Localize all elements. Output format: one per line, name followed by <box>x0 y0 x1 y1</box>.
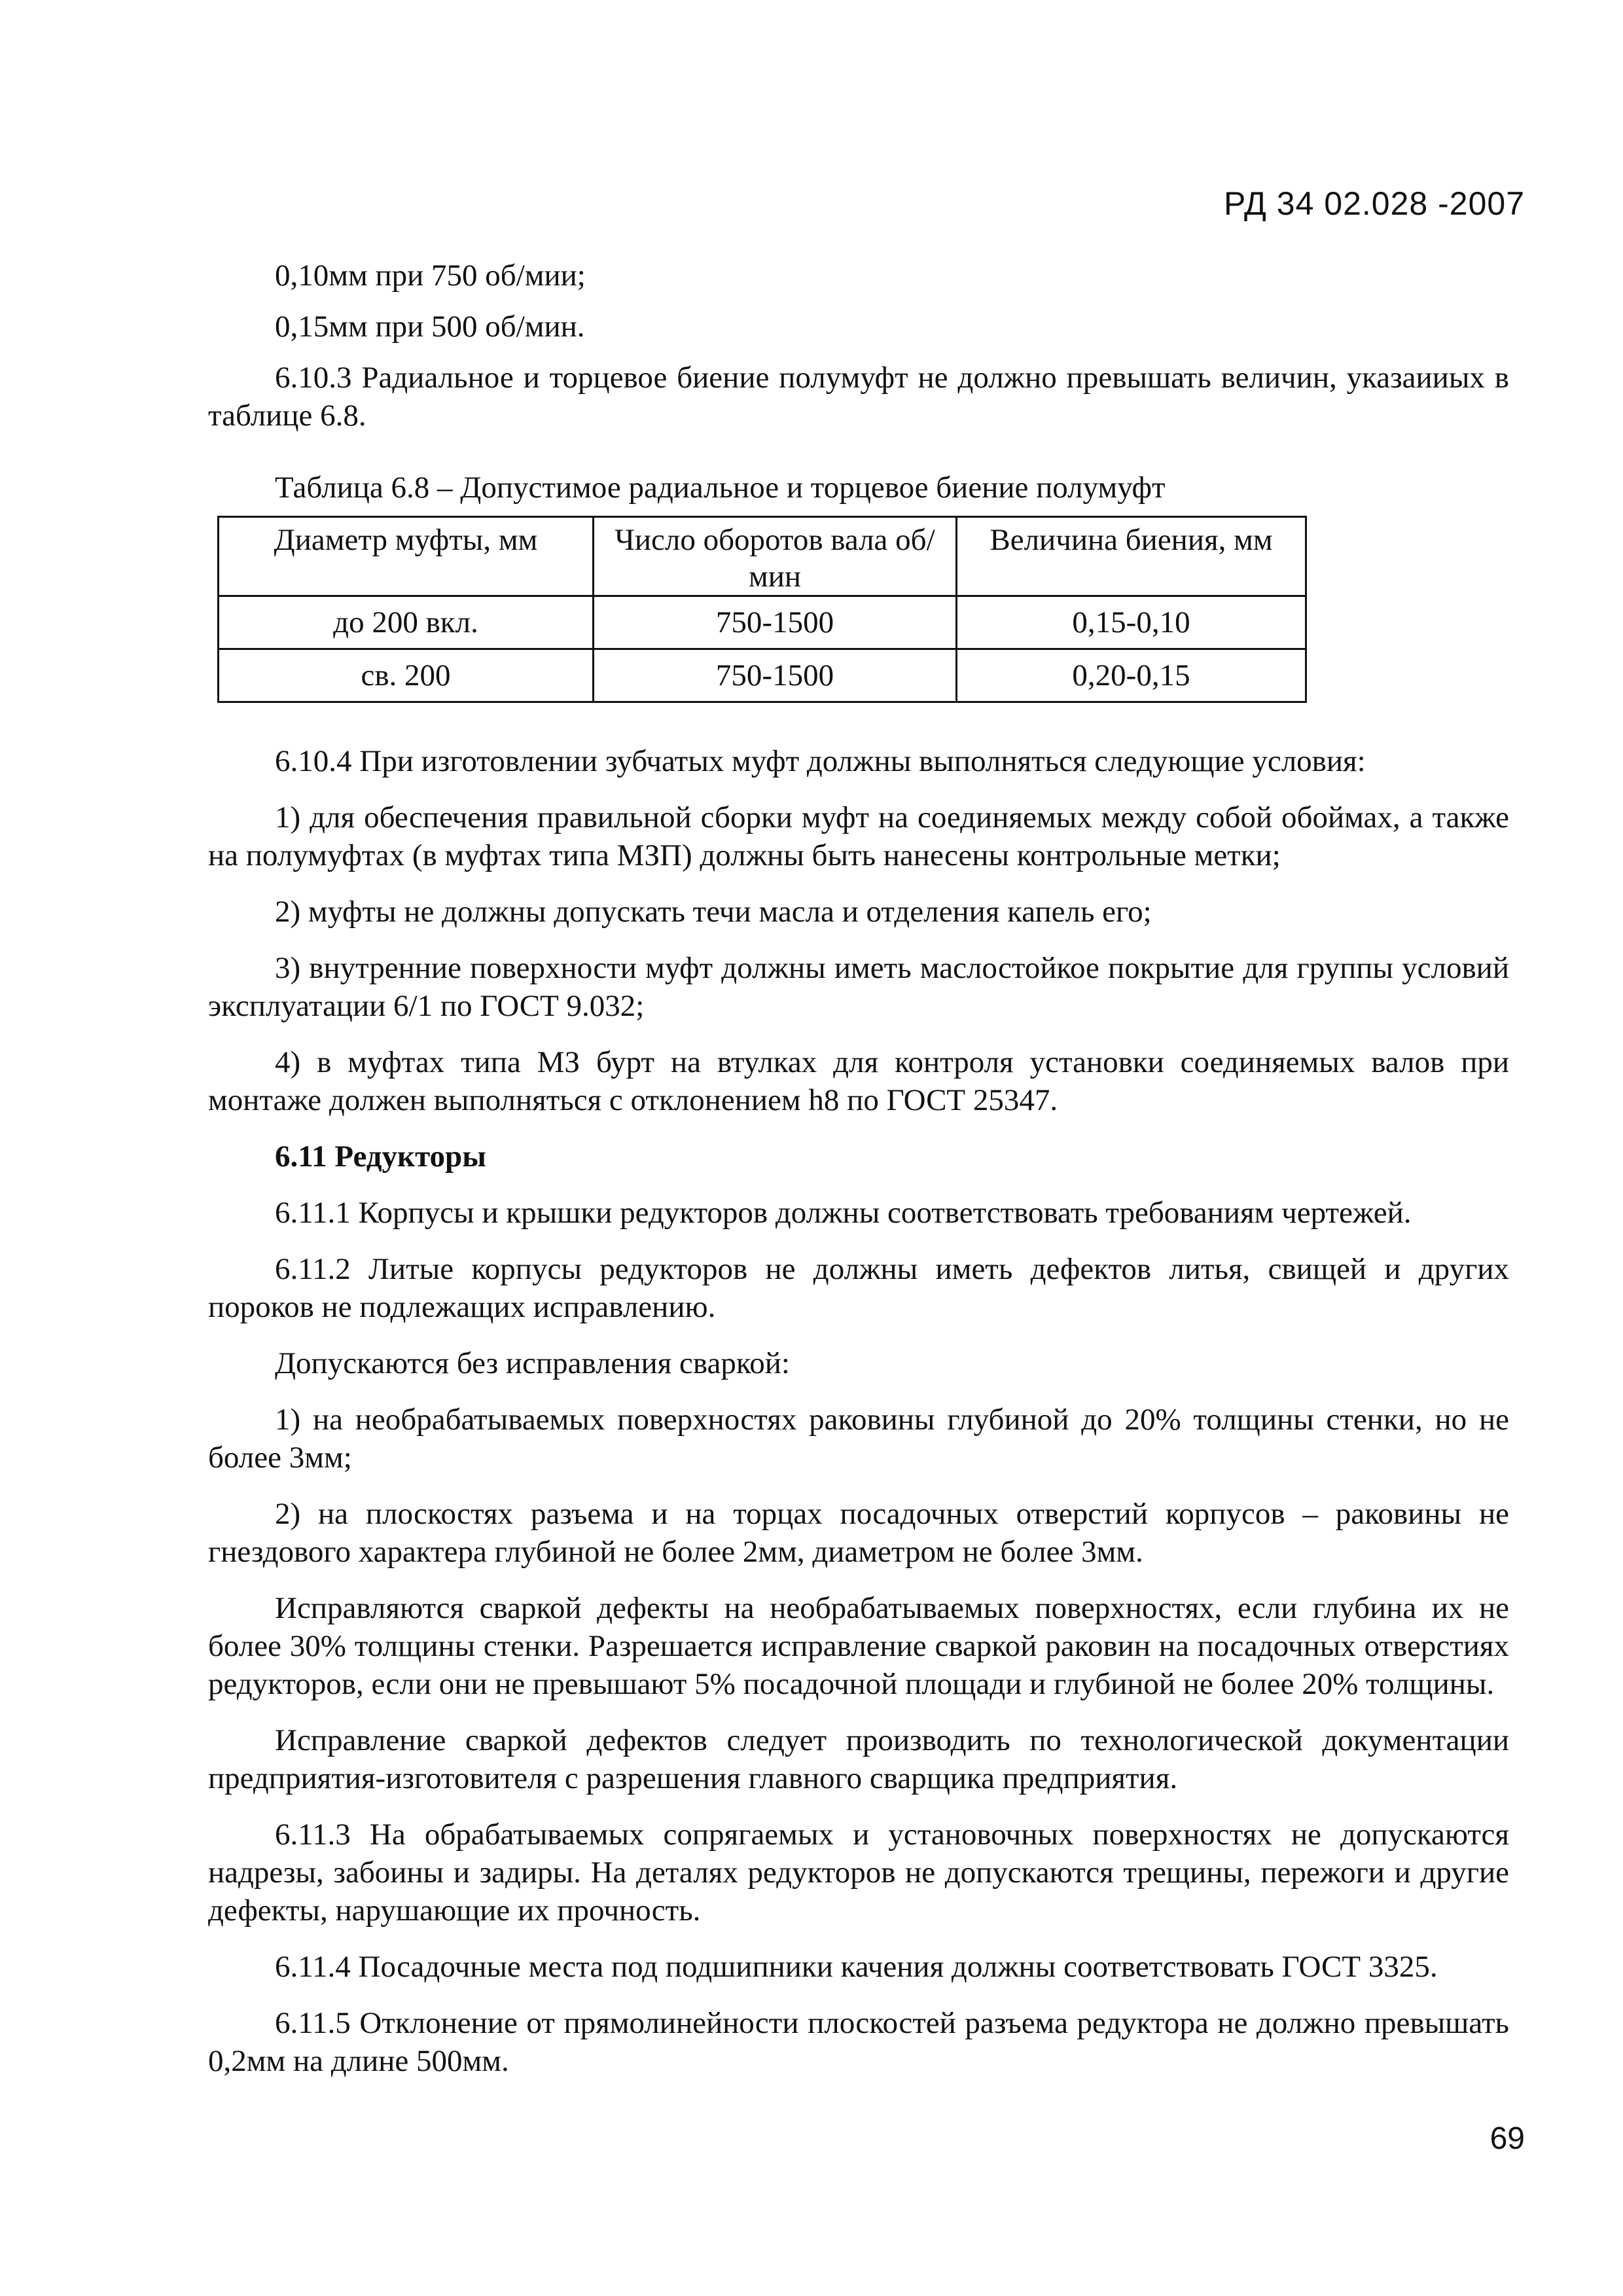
page-number: 69 <box>1489 2121 1525 2156</box>
table-cell: 750-1500 <box>594 596 957 649</box>
table-cell: 0,20-0,15 <box>957 649 1306 702</box>
paragraph: 6.11.5 Отклонение от прямолинейности плоскостей разъема редуктора не должно превышать 0,2мм на длине 500мм. <box>208 2006 1509 2078</box>
paragraph: 1) на необрабатываемых поверхностях раковины глубиной до 20% толщины стенки, но не более 3мм; <box>208 1403 1509 1475</box>
paragraph: 6.11.2 Литые корпусы редукторов не должны иметь дефектов литья, свищей и других пороков не подлежащих исправлению. <box>208 1252 1509 1324</box>
table-header-cell: Величина биения, мм <box>957 517 1306 596</box>
paragraph: 0,10мм при 750 об/мии; <box>275 259 586 293</box>
table-cell: 750-1500 <box>594 649 957 702</box>
paragraph: 1) для обеспечения правильной сборки муфт на соединяемых между собой обоймах, а также на полумуфтах (в муфтах типа МЗП) должны быть нанесены контрольные метки; <box>208 800 1509 872</box>
paragraph: 6.11.3 На обрабатываемых сопрягаемых и установочных поверхностях не допускаются надрезы, забоины и задиры. На деталях редукторов не допускаются трещины, пережоги и другие дефекты, нарушающие их прочность. <box>208 1818 1509 1928</box>
table-row <box>219 649 1306 702</box>
table-header-cell: Диаметр муфты, мм <box>219 517 594 596</box>
document-code-header: РД 34 02.028 -2007 <box>1224 185 1525 222</box>
paragraph: 6.11.1 Корпусы и крышки редукторов должны соответствовать требованиям чертежей. <box>275 1196 1412 1230</box>
paragraph: 6.11.4 Посадочные места под подшипники качения должны соответствовать ГОСТ 3325. <box>275 1950 1438 1984</box>
section-heading: 6.11 Редукторы <box>275 1139 486 1174</box>
table-cell: 0,15-0,10 <box>957 596 1306 649</box>
paragraph: 2) на плоскостях разъема и на торцах посадочных отверстий корпусов – раковины не гнездового характера глубиной не более 2мм, диаметром не более 3мм. <box>208 1497 1509 1569</box>
paragraph: Исправляются сваркой дефекты на необрабатываемых поверхностях, если глубина их не более 30% толщины стенки. Разрешается исправление сваркой раковин на посадочных отверстиях редукторов, если они не превышают 5% посадочной площади и глубиной не более 20% толщины. <box>208 1591 1509 1701</box>
table-caption: Таблица 6.8 – Допустимое радиальное и торцевое биение полумуфт <box>275 471 1166 505</box>
paragraph: Допускаются без исправления сваркой: <box>275 1346 790 1380</box>
paragraph: 6.10.4 При изготовлении зубчатых муфт должны выполняться следующие условия: <box>275 744 1366 778</box>
paragraph: 2) муфты не должны допускать течи масла и отделения капель его; <box>275 895 1152 929</box>
table-cell: до 200 вкл. <box>219 596 594 649</box>
paragraph: 4) в муфтах типа МЗ бурт на втулках для контроля установки соединяемых валов при монтаже должен выполняться с отклонением h8 по ГОСТ 25347. <box>208 1045 1509 1117</box>
table-header-row <box>219 517 1306 596</box>
paragraph: 3) внутренние поверхности муфт должны иметь маслостойкое покрытие для группы условий эксплуатации 6/1 по ГОСТ 9.032; <box>208 951 1509 1023</box>
paragraph: 6.10.3 Радиальное и торцевое биение полумуфт не должно превышать величин, указаииых в таблице 6.8. <box>208 361 1509 433</box>
paragraph: 0,15мм при 500 об/мин. <box>275 310 585 344</box>
table-header-cell: Число оборотов вала об/мин <box>594 517 957 596</box>
table-cell: св. 200 <box>219 649 594 702</box>
document-body <box>208 257 1509 2098</box>
paragraph: Исправление сваркой дефектов следует производить по технологической документации предприятия-изготовителя с разрешения главного сварщика предприятия. <box>208 1723 1509 1795</box>
table-row <box>219 596 1306 649</box>
runout-table <box>217 516 1307 703</box>
